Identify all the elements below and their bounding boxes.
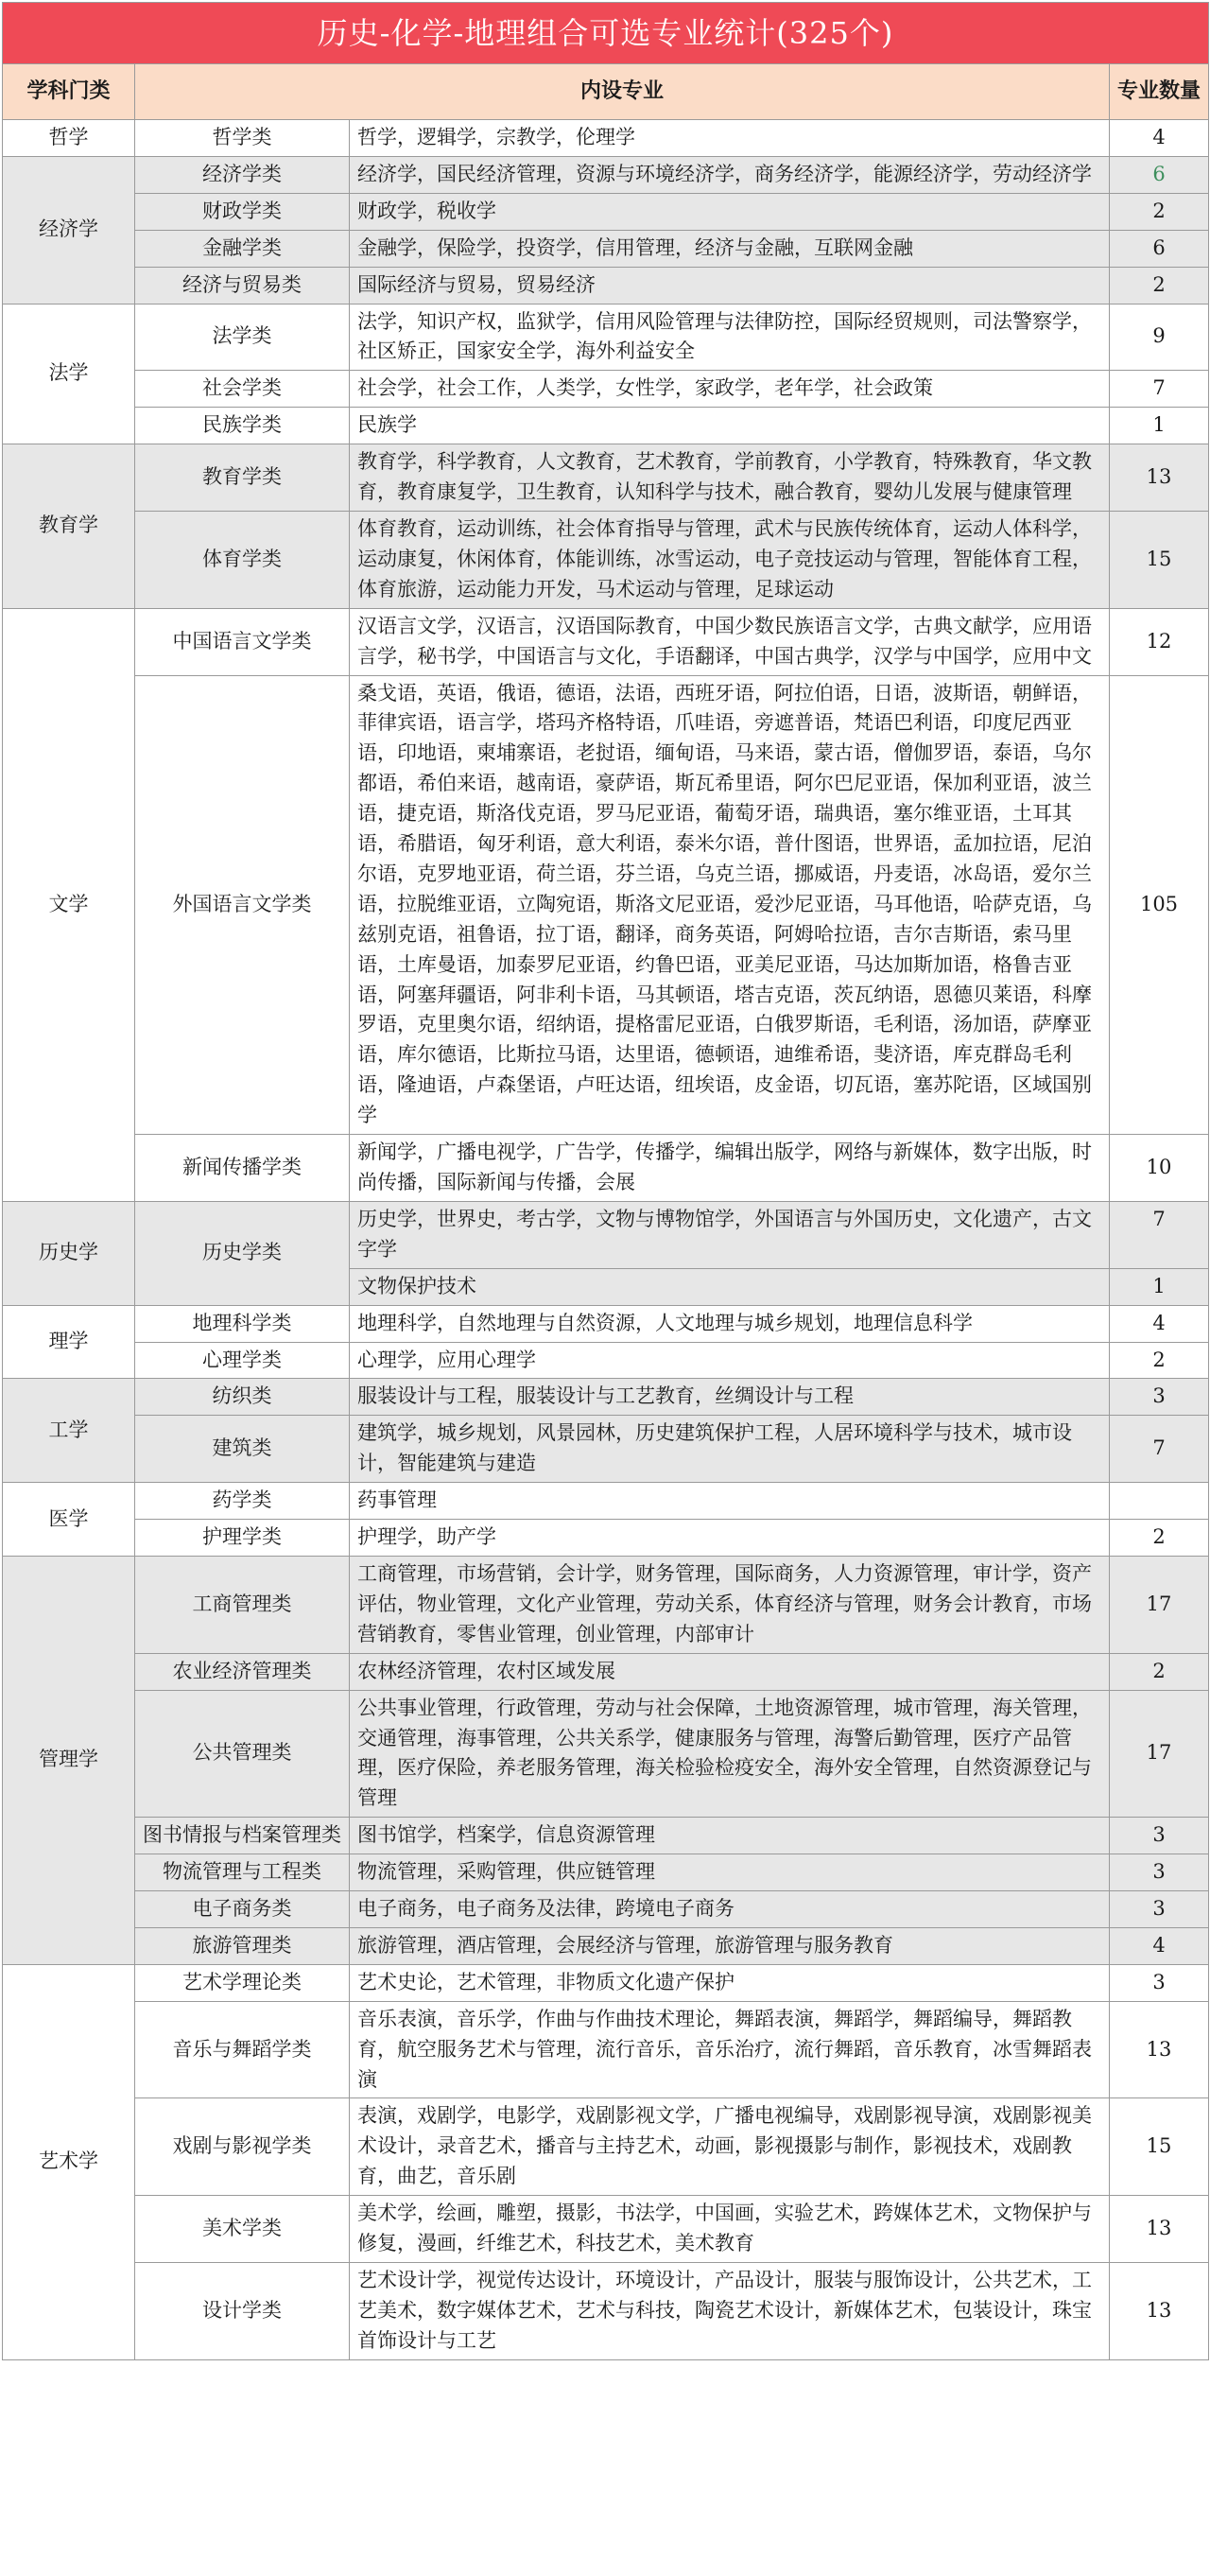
table-body — [3, 120, 1209, 2360]
majors-cell: 电子商务，电子商务及法律，跨境电子商务 — [350, 1891, 1110, 1928]
count-cell: 9 — [1110, 304, 1209, 371]
category-cell: 音乐与舞蹈学类 — [135, 2001, 350, 2098]
count-cell: 3 — [1110, 1964, 1209, 2001]
category-cell: 法学类 — [135, 304, 350, 371]
table-row — [3, 1854, 1209, 1891]
majors-cell: 金融学，保险学，投资学，信用管理，经济与金融，互联网金融 — [350, 230, 1110, 267]
table-row — [3, 304, 1209, 371]
table-row — [3, 1891, 1209, 1928]
count-cell: 4 — [1110, 1305, 1209, 1342]
discipline-cell: 工学 — [3, 1379, 135, 1483]
majors-cell: 新闻学，广播电视学，广告学，传播学，编辑出版学，网络与新媒体，数字出版，时尚传播，国际新闻与传播，会展 — [350, 1135, 1110, 1202]
count-cell: 17 — [1110, 1690, 1209, 1818]
majors-cell: 法学，知识产权，监狱学，信用风险管理与法律防控，国际经贸规则，司法警察学，社区矫正，国家安全学，海外利益安全 — [350, 304, 1110, 371]
table-row — [3, 1201, 1209, 1268]
majors-cell: 工商管理，市场营销，会计学，财务管理，国际商务，人力资源管理，审计学，资产评估，物业管理，文化产业管理，劳动关系，体育经济与管理，财务会计教育，市场营销教育，零售业管理，创业管理，内部审计 — [350, 1556, 1110, 1653]
table-row — [3, 120, 1209, 157]
category-cell: 护理学类 — [135, 1520, 350, 1557]
table-row — [3, 1483, 1209, 1520]
count-cell: 13 — [1110, 2263, 1209, 2360]
category-cell: 地理科学类 — [135, 1305, 350, 1342]
count-cell: 13 — [1110, 444, 1209, 512]
count-cell: 13 — [1110, 2001, 1209, 2098]
majors-cell: 旅游管理，酒店管理，会展经济与管理，旅游管理与服务教育 — [350, 1927, 1110, 1964]
table-row — [3, 2001, 1209, 2098]
table-row — [3, 1818, 1209, 1854]
count-cell: 6 — [1110, 230, 1209, 267]
table-row — [3, 1927, 1209, 1964]
count-cell: 17 — [1110, 1556, 1209, 1653]
table-row — [3, 1690, 1209, 1818]
discipline-cell: 法学 — [3, 304, 135, 444]
table-row — [3, 511, 1209, 608]
header-discipline: 学科门类 — [3, 64, 135, 120]
category-cell: 哲学类 — [135, 120, 350, 157]
table-title: 历史-化学-地理组合可选专业统计(325个) — [3, 3, 1209, 64]
table-row — [3, 267, 1209, 304]
header-majors: 内设专业 — [135, 64, 1110, 120]
discipline-cell: 医学 — [3, 1483, 135, 1557]
count-cell: 4 — [1110, 1927, 1209, 1964]
count-cell: 12 — [1110, 608, 1209, 675]
table-row — [3, 608, 1209, 675]
majors-cell: 物流管理，采购管理，供应链管理 — [350, 1854, 1110, 1891]
majors-cell: 艺术史论，艺术管理，非物质文化遗产保护 — [350, 1964, 1110, 2001]
table-row — [3, 1653, 1209, 1690]
count-cell: 1 — [1110, 1268, 1209, 1305]
majors-cell: 服装设计与工程，服装设计与工艺教育，丝绸设计与工程 — [350, 1379, 1110, 1416]
discipline-cell: 经济学 — [3, 156, 135, 304]
category-cell: 教育学类 — [135, 444, 350, 512]
category-cell: 电子商务类 — [135, 1891, 350, 1928]
table-row — [3, 1379, 1209, 1416]
category-cell: 体育学类 — [135, 511, 350, 608]
table-row — [3, 371, 1209, 408]
majors-cell: 护理学，助产学 — [350, 1520, 1110, 1557]
category-cell: 设计学类 — [135, 2263, 350, 2360]
table-row — [3, 2263, 1209, 2360]
discipline-cell: 文学 — [3, 608, 135, 1201]
discipline-cell: 理学 — [3, 1305, 135, 1379]
table-row — [3, 156, 1209, 193]
count-cell: 4 — [1110, 120, 1209, 157]
count-cell: 10 — [1110, 1135, 1209, 1202]
category-cell: 公共管理类 — [135, 1690, 350, 1818]
category-cell: 金融学类 — [135, 230, 350, 267]
majors-cell: 音乐表演，音乐学，作曲与作曲技术理论，舞蹈表演，舞蹈学，舞蹈编导，舞蹈教育，航空服务艺术与管理，流行音乐，音乐治疗，流行舞蹈，音乐教育，冰雪舞蹈表演 — [350, 2001, 1110, 2098]
category-cell: 艺术学理论类 — [135, 1964, 350, 2001]
category-cell: 新闻传播学类 — [135, 1135, 350, 1202]
majors-cell: 国际经济与贸易，贸易经济 — [350, 267, 1110, 304]
majors-cell: 心理学，应用心理学 — [350, 1342, 1110, 1379]
table-row — [3, 408, 1209, 444]
table-row — [3, 193, 1209, 230]
majors-cell: 体育教育，运动训练，社会体育指导与管理，武术与民族传统体育，运动人体科学，运动康复，休闲体育，体能训练，冰雪运动，电子竞技运动与管理，智能体育工程，体育旅游，运动能力开发，马术运动与管理，足球运动 — [350, 511, 1110, 608]
category-cell: 建筑类 — [135, 1416, 350, 1483]
majors-cell: 图书馆学，档案学，信息资源管理 — [350, 1818, 1110, 1854]
category-cell: 社会学类 — [135, 371, 350, 408]
count-cell: 15 — [1110, 511, 1209, 608]
major-statistics-table — [2, 2, 1209, 2360]
majors-cell: 哲学，逻辑学，宗教学，伦理学 — [350, 120, 1110, 157]
majors-cell: 地理科学，自然地理与自然资源，人文地理与城乡规划，地理信息科学 — [350, 1305, 1110, 1342]
count-cell: 2 — [1110, 1520, 1209, 1557]
majors-cell: 财政学，税收学 — [350, 193, 1110, 230]
discipline-cell: 艺术学 — [3, 1964, 135, 2359]
table-row — [3, 230, 1209, 267]
discipline-cell: 教育学 — [3, 444, 135, 609]
count-cell: 15 — [1110, 2098, 1209, 2196]
table-row — [3, 1135, 1209, 1202]
category-cell: 旅游管理类 — [135, 1927, 350, 1964]
majors-cell: 社会学，社会工作，人类学，女性学，家政学，老年学，社会政策 — [350, 371, 1110, 408]
count-cell: 2 — [1110, 267, 1209, 304]
category-cell: 戏剧与影视学类 — [135, 2098, 350, 2196]
table-row — [3, 444, 1209, 512]
count-cell: 2 — [1110, 193, 1209, 230]
table-row — [3, 1556, 1209, 1653]
count-cell: 7 — [1110, 1201, 1209, 1268]
discipline-cell: 历史学 — [3, 1201, 135, 1305]
category-cell: 民族学类 — [135, 408, 350, 444]
count-cell: 2 — [1110, 1653, 1209, 1690]
majors-cell: 农林经济管理，农村区域发展 — [350, 1653, 1110, 1690]
category-cell: 纺织类 — [135, 1379, 350, 1416]
table-row — [3, 2196, 1209, 2263]
category-cell: 心理学类 — [135, 1342, 350, 1379]
category-cell: 财政学类 — [135, 193, 350, 230]
count-cell: 7 — [1110, 371, 1209, 408]
category-cell: 中国语言文学类 — [135, 608, 350, 675]
majors-cell: 桑戈语，英语，俄语，德语，法语，西班牙语，阿拉伯语，日语，波斯语，朝鲜语，菲律宾语，语言学，塔玛齐格特语，爪哇语，旁遮普语，梵语巴利语，印度尼西亚语，印地语，柬埔寨语，老挝语，缅甸语，马来语，蒙古语，僧伽罗语，泰语，乌尔都语，希伯来语，越南语，豪萨语，斯瓦希里语，阿尔巴尼亚语，保加利亚语，波兰语，捷克语，斯洛伐克语，罗马尼亚语，葡萄牙语，瑞典语，塞尔维亚语，土耳其语，希腊语，匈牙利语，意大利语，泰米尔语，普什图语，世界语，孟加拉语，尼泊尔语，克罗地亚语，荷兰语，芬兰语，乌克兰语，挪威语，丹麦语，冰岛语，爱尔兰语，拉脱维亚语，立陶宛语，斯洛文尼亚语，爱沙尼亚语，马耳他语，哈萨克语，乌兹别克语，祖鲁语，拉丁语，翻译，商务英语，阿姆哈拉语，吉尔吉斯语，索马里语，土库曼语，加泰罗尼亚语，约鲁巴语，亚美尼亚语，马达加斯加语，格鲁吉亚语，阿塞拜疆语，阿非利卡语，马其顿语，塔吉克语，茨瓦纳语，恩德贝莱语，科摩罗语，克里奥尔语，绍纳语，提格雷尼亚语，白俄罗斯语，毛利语，汤加语，萨摩亚语，库尔德语，比斯拉马语，达里语，德顿语，迪维希语，斐济语，库克群岛毛利语，隆迪语，卢森堡语，卢旺达语，纽埃语，皮金语，切瓦语，塞苏陀语，区域国别学 — [350, 675, 1110, 1135]
count-cell: 13 — [1110, 2196, 1209, 2263]
majors-cell: 民族学 — [350, 408, 1110, 444]
majors-cell: 药事管理 — [350, 1483, 1110, 1520]
majors-cell: 汉语言文学，汉语言，汉语国际教育，中国少数民族语言文学，古典文献学，应用语言学，秘书学，中国语言与文化，手语翻译，中国古典学，汉学与中国学，应用中文 — [350, 608, 1110, 675]
category-cell: 农业经济管理类 — [135, 1653, 350, 1690]
table-row — [3, 2098, 1209, 2196]
table-row — [3, 1416, 1209, 1483]
table-row — [3, 1964, 1209, 2001]
count-cell: 105 — [1110, 675, 1209, 1135]
majors-cell: 公共事业管理，行政管理，劳动与社会保障，土地资源管理，城市管理，海关管理，交通管理，海事管理，公共关系学，健康服务与管理，海警后勤管理，医疗产品管理，医疗保险，养老服务管理，海关检验检疫安全，海外安全管理，自然资源登记与管理 — [350, 1690, 1110, 1818]
count-cell: 3 — [1110, 1818, 1209, 1854]
category-cell: 经济学类 — [135, 156, 350, 193]
majors-cell: 历史学，世界史，考古学，文物与博物馆学，外国语言与外国历史，文化遗产，古文字学 — [350, 1201, 1110, 1268]
category-cell: 药学类 — [135, 1483, 350, 1520]
count-cell: 3 — [1110, 1379, 1209, 1416]
header-count: 专业数量 — [1110, 64, 1209, 120]
majors-cell: 建筑学，城乡规划，风景园林，历史建筑保护工程，人居环境科学与技术，城市设计，智能建筑与建造 — [350, 1416, 1110, 1483]
majors-cell: 经济学，国民经济管理，资源与环境经济学，商务经济学，能源经济学，劳动经济学 — [350, 156, 1110, 193]
count-cell: 3 — [1110, 1854, 1209, 1891]
category-cell: 物流管理与工程类 — [135, 1854, 350, 1891]
majors-cell: 教育学，科学教育，人文教育，艺术教育，学前教育，小学教育，特殊教育，华文教育，教育康复学，卫生教育，认知科学与技术，融合教育，婴幼儿发展与健康管理 — [350, 444, 1110, 512]
count-cell: 7 — [1110, 1416, 1209, 1483]
majors-cell: 美术学，绘画，雕塑，摄影，书法学，中国画，实验艺术，跨媒体艺术，文物保护与修复，漫画，纤维艺术，科技艺术，美术教育 — [350, 2196, 1110, 2263]
category-cell: 经济与贸易类 — [135, 267, 350, 304]
table-row — [3, 1305, 1209, 1342]
discipline-cell: 管理学 — [3, 1556, 135, 1964]
count-cell: 1 — [1110, 408, 1209, 444]
count-cell — [1110, 1483, 1209, 1520]
count-cell: 6 — [1110, 156, 1209, 193]
category-cell: 工商管理类 — [135, 1556, 350, 1653]
majors-cell: 表演，戏剧学，电影学，戏剧影视文学，广播电视编导，戏剧影视导演，戏剧影视美术设计，录音艺术，播音与主持艺术，动画，影视摄影与制作，影视技术，戏剧教育，曲艺，音乐剧 — [350, 2098, 1110, 2196]
category-cell: 图书情报与档案管理类 — [135, 1818, 350, 1854]
majors-cell: 艺术设计学，视觉传达设计，环境设计，产品设计，服装与服饰设计，公共艺术，工艺美术，数字媒体艺术，艺术与科技，陶瓷艺术设计，新媒体艺术，包装设计，珠宝首饰设计与工艺 — [350, 2263, 1110, 2360]
discipline-cell: 哲学 — [3, 120, 135, 157]
table-row — [3, 1520, 1209, 1557]
category-cell: 历史学类 — [135, 1201, 350, 1305]
majors-cell: 文物保护技术 — [350, 1268, 1110, 1305]
category-cell: 外国语言文学类 — [135, 675, 350, 1135]
count-cell: 2 — [1110, 1342, 1209, 1379]
category-cell: 美术学类 — [135, 2196, 350, 2263]
table-row — [3, 1342, 1209, 1379]
count-cell: 3 — [1110, 1891, 1209, 1928]
table-row — [3, 675, 1209, 1135]
